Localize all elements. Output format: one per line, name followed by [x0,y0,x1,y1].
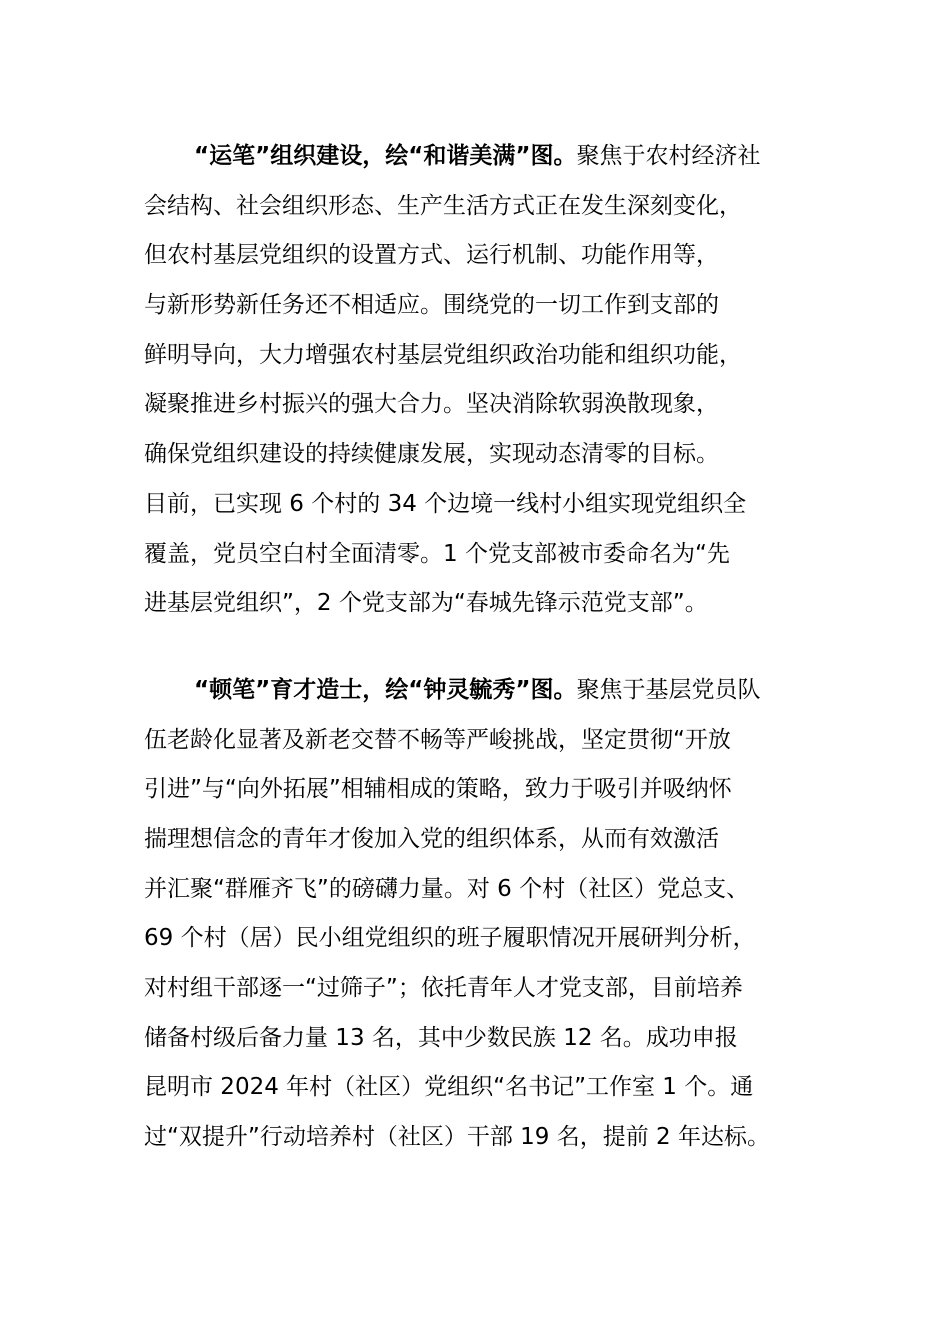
paragraph-text-line: 储备村级后备力量 13 名，其中少数民族 12 名。成功申报 [144,1024,738,1051]
document-body [144,132,824,1163]
paragraph-text-line: 聚焦于基层党员队 [576,676,761,703]
paragraph-text-line: 过“双提升”行动培养村（社区）干部 19 名，提前 2 年达标。 [144,1124,770,1151]
paragraph-text-line: 聚焦于农村经济社 [576,143,761,169]
paragraph-text-line: 覆盖，党员空白村全面清零。1 个党支部被市委命名为“先 [144,540,730,567]
paragraph-text-line: 目前，已实现 6 个村的 34 个边境一线村小组实现党组织全 [144,490,747,517]
paragraph-text-line: 但农村基层党组织的设置方式、运行机制、功能作用等， [144,242,719,269]
paragraph-text-line: 引进”与“向外拓展”相辅相成的策略，致力于吸引并吸纳怀 [144,776,732,803]
paragraph-text-line: 鲜明导向，大力增强农村基层党组织政治功能和组织功能， [144,341,742,368]
paragraph-text-line: 会结构、社会组织形态、生产生活方式正在发生深刻变化， [144,192,742,219]
paragraph-text-line: 进基层党组织”，2 个党支部为“春城先锋示范党支部”。 [144,590,708,617]
paragraph-text-line: 确保党组织建设的持续健康发展，实现动态清零的目标。 [144,441,719,468]
paragraph-text-line: 昆明市 2024 年村（社区）党组织“名书记”工作室 1 个。通 [144,1074,754,1101]
paragraph-spacer [144,629,824,666]
paragraph-text-line: 与新形势新任务还不相适应。围绕党的一切工作到支部的 [144,292,719,319]
paragraph-first-line [144,132,824,182]
paragraph-organization-building [144,132,824,629]
paragraph-text-line: 伍老龄化显著及新老交替不畅等严峻挑战，坚定贯彻“开放 [144,726,731,753]
paragraph-text-line: 揣理想信念的青年才俊加入党的组织体系，从而有效激活 [144,825,719,852]
paragraph-lead-heading: “顿笔”育才造士，绘“钟灵毓秀”图。 [194,676,577,703]
paragraph-text-line: 69 个村（居）民小组党组织的班子履职情况开展研判分析， [144,925,756,952]
paragraph-lead-heading: “运笔”组织建设，绘“和谐美满”图。 [194,143,577,169]
paragraph-text-line: 对村组干部逐一“过筛子”；依托青年人才党支部，目前培养 [144,975,743,1001]
paragraph-first-line [144,666,824,716]
paragraph-text-line: 凝聚推进乡村振兴的强大合力。坚决消除软弱涣散现象， [144,391,719,418]
paragraph-talent-cultivation [144,666,824,1163]
paragraph-text-line: 并汇聚“群雁齐飞”的磅礴力量。对 6 个村（社区）党总支、 [144,875,750,902]
